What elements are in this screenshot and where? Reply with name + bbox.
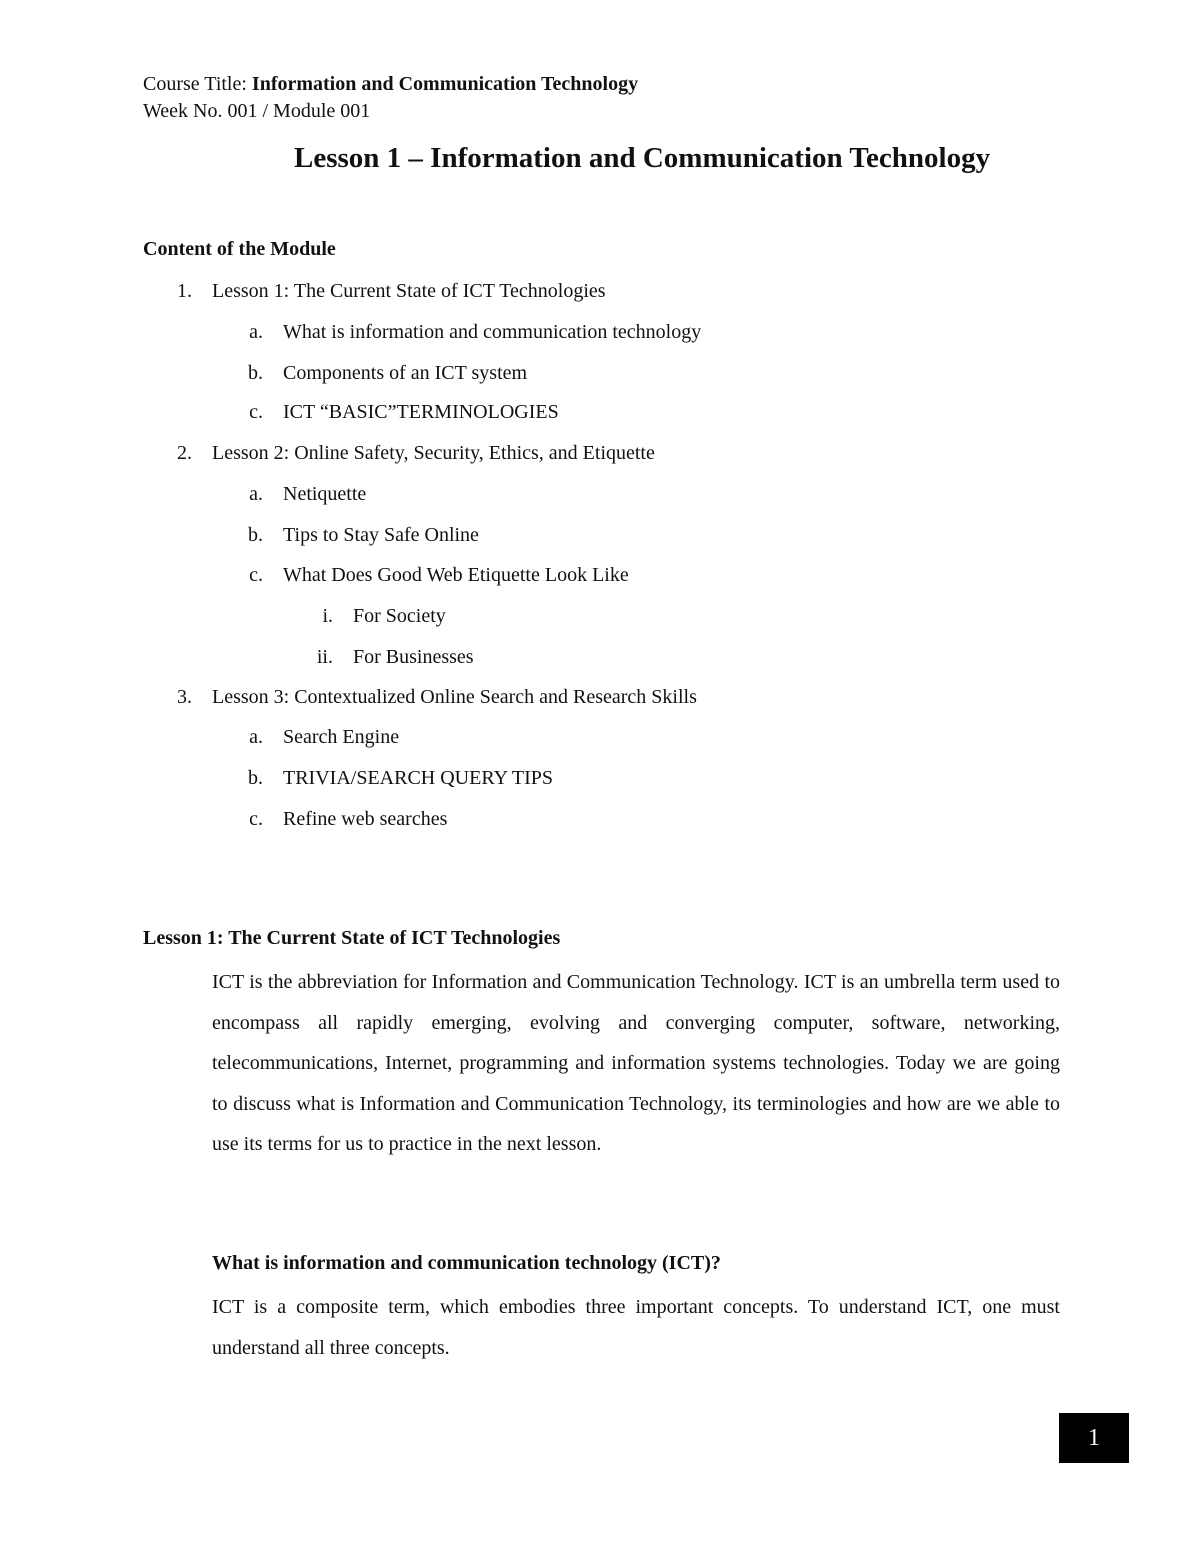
toc-marker: a. bbox=[249, 726, 263, 748]
course-title: Information and Communication Technology bbox=[251, 73, 639, 95]
toc-marker: b. bbox=[248, 362, 263, 384]
page-number-badge: 1 bbox=[1059, 1413, 1129, 1463]
toc-label: ICT “BASIC”TERMINOLOGIES bbox=[283, 401, 559, 423]
toc-label: What is information and communication technology bbox=[283, 321, 702, 343]
toc-label: What Does Good Web Etiquette Look Like bbox=[283, 564, 629, 586]
toc-label: For Society bbox=[353, 605, 446, 627]
toc-label: Lesson 2: Online Safety, Security, Ethics, and Etiquette bbox=[212, 442, 655, 464]
toc-marker: 1. bbox=[177, 280, 192, 302]
toc-marker: c. bbox=[249, 401, 263, 423]
toc-marker: c. bbox=[249, 808, 263, 830]
toc-marker: 2. bbox=[177, 442, 192, 464]
toc-marker: a. bbox=[249, 483, 263, 505]
section-heading: Lesson 1: The Current State of ICT Technologies bbox=[143, 927, 561, 949]
toc-label: TRIVIA/SEARCH QUERY TIPS bbox=[283, 767, 554, 789]
toc-label: Lesson 1: The Current State of ICT Technologies bbox=[212, 280, 606, 302]
toc-label: Netiquette bbox=[283, 483, 367, 505]
toc-marker: b. bbox=[248, 767, 263, 789]
toc-marker: b. bbox=[248, 524, 263, 546]
subsection-paragraph: ICT is a composite term, which embodies three important concepts. To understand ICT, one must understand all three concepts. bbox=[212, 1296, 1060, 1359]
toc-label: Tips to Stay Safe Online bbox=[283, 524, 479, 546]
toc-heading: Content of the Module bbox=[143, 238, 336, 260]
lesson-title: Lesson 1 – Information and Communication Technology bbox=[294, 142, 991, 174]
toc-marker: 3. bbox=[177, 686, 192, 708]
toc-label: For Businesses bbox=[353, 646, 474, 668]
course-title-label: Course Title: bbox=[143, 73, 252, 95]
week-module-line: Week No. 001 / Module 001 bbox=[143, 100, 371, 122]
toc-marker: a. bbox=[249, 321, 263, 343]
toc-label: Components of an ICT system bbox=[283, 362, 528, 384]
subsection-heading: What is information and communication technology (ICT)? bbox=[212, 1252, 721, 1274]
toc-label: Search Engine bbox=[283, 726, 400, 748]
toc-label: Lesson 3: Contextualized Online Search and Research Skills bbox=[212, 686, 697, 708]
section-paragraph: ICT is the abbreviation for Information and Communication Technology. ICT is an umbrella term used to encompass all rapidly emerging, evolving and converging computer, software, networking, telecommunications, Internet, programming and information systems technologies. Today we are going to discuss what is Information and Communication Technology, its terminologies and how are we able to use its terms for us to practice in the next lesson. bbox=[212, 971, 1060, 1156]
toc-marker: c. bbox=[249, 564, 263, 586]
toc-label: Refine web searches bbox=[283, 808, 448, 830]
toc-marker: i. bbox=[322, 605, 333, 627]
course-title-line bbox=[143, 71, 638, 97]
toc-marker: ii. bbox=[316, 646, 333, 668]
